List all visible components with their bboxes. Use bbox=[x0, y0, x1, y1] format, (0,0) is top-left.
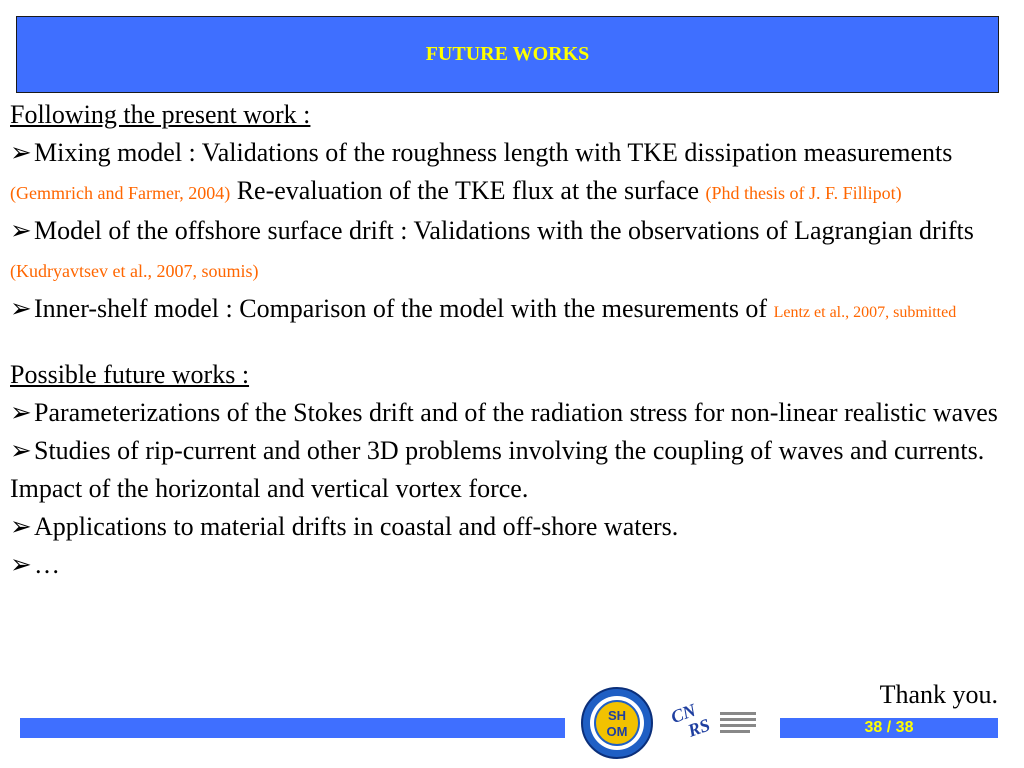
thank-you-text: Thank you. bbox=[879, 680, 998, 709]
arrow-bullet-icon: ➢ bbox=[10, 550, 32, 579]
footer-bar bbox=[20, 718, 565, 738]
bullet-text: … bbox=[34, 550, 60, 579]
bullet-text: Inner-shelf model : Comparison of the model with the mesurements of bbox=[34, 294, 768, 323]
bullet-text: Studies of rip-current and other 3D problems involving the coupling of waves and currents. Impact of the horizontal and vertical vortex force. bbox=[10, 436, 985, 503]
bullet-text: Mixing model : Validations of the roughness length with TKE dissipation measurements bbox=[34, 138, 953, 167]
citation: (Phd thesis of J. F. Fillipot) bbox=[705, 183, 902, 203]
arrow-bullet-icon: ➢ bbox=[10, 138, 32, 167]
bullet-text: Model of the offshore surface drift : Validations with the observations of Lagrangian drifts bbox=[34, 216, 974, 245]
bullet-item bbox=[10, 134, 1005, 212]
arrow-bullet-icon: ➢ bbox=[10, 294, 32, 323]
svg-text:SH: SH bbox=[607, 708, 627, 723]
bullet-item bbox=[10, 508, 1005, 546]
arrow-bullet-icon: ➢ bbox=[10, 436, 32, 465]
svg-text:RS: RS bbox=[685, 714, 713, 741]
citation: Lentz et al., 2007, submitted bbox=[773, 304, 957, 321]
bullet-text: Applications to material drifts in coastal and off-shore waters. bbox=[34, 512, 679, 541]
arrow-bullet-icon: ➢ bbox=[10, 216, 32, 245]
svg-text:OM: OM bbox=[606, 724, 628, 739]
bullet-item bbox=[10, 290, 1005, 332]
bullet-item bbox=[10, 212, 1005, 290]
section1-heading: Following the present work : bbox=[10, 100, 311, 129]
slide-body bbox=[10, 96, 1005, 584]
section2-heading: Possible future works : bbox=[10, 360, 250, 389]
citation: (Kudryavtsev et al., 2007, soumis) bbox=[10, 261, 259, 281]
bullet-text: Parameterizations of the Stokes drift and of the radiation stress for non-linear realistic waves bbox=[34, 398, 998, 427]
title-bar bbox=[16, 16, 999, 93]
bullet-item bbox=[10, 432, 1005, 508]
cnrs-logo bbox=[668, 696, 760, 746]
bullet-item bbox=[10, 546, 1005, 584]
bullet-item bbox=[10, 394, 1005, 432]
shom-logo bbox=[580, 686, 654, 760]
page-number: 38 / 38 bbox=[864, 719, 914, 736]
citation: (Gemmrich and Farmer, 2004) bbox=[10, 183, 231, 203]
footer-page-bar bbox=[780, 718, 998, 738]
arrow-bullet-icon: ➢ bbox=[10, 512, 32, 541]
bullet-text: Re-evaluation of the TKE flux at the surface bbox=[236, 176, 700, 205]
svg-text:CN: CN bbox=[668, 699, 699, 728]
slide-title: FUTURE WORKS bbox=[425, 43, 590, 65]
arrow-bullet-icon: ➢ bbox=[10, 398, 32, 427]
